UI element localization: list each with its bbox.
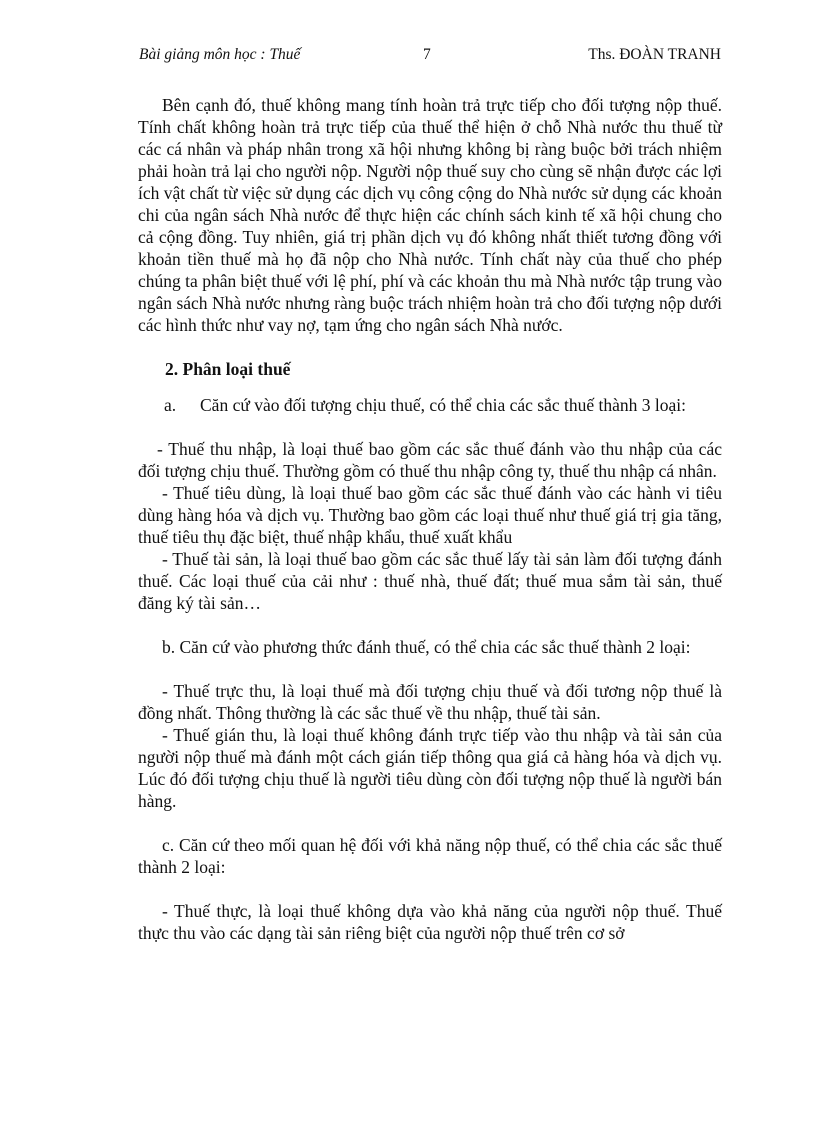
document-body — [138, 94, 722, 944]
subsection-c: c. Căn cứ theo mối quan hệ đối với khả năng nộp thuế, có thể chia các sắc thuế thành 2 loại: — [138, 835, 722, 877]
list-item: - Thuế tiêu dùng, là loại thuế bao gồm các sắc thuế đánh vào các hành vi tiêu dùng hàng hóa và dịch vụ. Thường bao gồm các loại thuế như thuế giá trị gia tăng, thuế tiêu thụ đặc biệt, thuế nhập khẩu, thuế xuất khẩu — [138, 483, 722, 547]
subsection-a — [138, 394, 722, 416]
subsection-a-text: Căn cứ vào đối tượng chịu thuế, có thể chia các sắc thuế thành 3 loại: — [200, 395, 686, 415]
subsection-a-label: a. — [164, 395, 177, 415]
list-item: - Thuế thu nhập, là loại thuế bao gồm các sắc thuế đánh vào thu nhập của các đối tượng chịu thuế. Thường gồm có thuế thu nhập công ty, thuế thu nhập cá nhân. — [138, 439, 722, 481]
intro-paragraph: Bên cạnh đó, thuế không mang tính hoàn trả trực tiếp cho đối tượng nộp thuế. Tính chất không hoàn trả trực tiếp của thuế thể hiện ở chỗ Nhà nước thu thuế từ các cá nhân và pháp nhân trong xã hội nhưng không bị ràng buộc bởi trách nhiệm phải hoàn trả lại cho người nộp. Người nộp thuế suy cho cùng sẽ nhận được các lợi ích vật chất từ việc sử dụng các dịch vụ công cộng do Nhà nước sử dụng các khoản chi của ngân sách Nhà nước để thực hiện các chính sách kinh tế xã hội chung cho cả cộng đồng. Tuy nhiên, giá trị phần dịch vụ đó không nhất thiết tương đồng với khoản tiền thuế mà họ đã nộp cho Nhà nước. Tính chất này của thuế cho phép chúng ta phân biệt thuế với lệ phí, phí và các khoản thu mà Nhà nước tập trung vào ngân sách Nhà nước nhưng ràng buộc trách nhiệm hoàn trả cho đối tượng nộp dưới các hình thức như vay nợ, tạm ứng cho ngân sách Nhà nước. — [138, 95, 722, 335]
list-item: - Thuế gián thu, là loại thuế không đánh trực tiếp vào thu nhập và tài sản của người nộp thuế mà đánh một cách gián tiếp thông qua giá cả hàng hóa và dịch vụ. Lúc đó đối tượng chịu thuế là người tiêu dùng còn đối tượng nộp thuế là người bán hàng. — [138, 725, 722, 811]
list-item: - Thuế thực, là loại thuế không dựa vào khả năng của người nộp thuế. Thuế thực thu vào các dạng tài sản riêng biệt của người nộp thuế trên cơ sở — [138, 901, 722, 943]
page-number: 7 — [423, 46, 431, 63]
page-header — [139, 46, 721, 68]
author-name: Ths. ĐOÀN TRANH — [588, 46, 721, 63]
subsection-b: b. Căn cứ vào phương thức đánh thuế, có thể chia các sắc thuế thành 2 loại: — [162, 637, 691, 657]
course-title: Bài giảng môn học : Thuế — [139, 46, 301, 63]
list-item: - Thuế trực thu, là loại thuế mà đối tượng chịu thuế và đối tương nộp thuế là đồng nhất. Thông thường là các sắc thuế về thu nhập, thuế tài sản. — [138, 681, 722, 723]
section-heading: 2. Phân loại thuế — [165, 359, 291, 379]
list-item: - Thuế tài sản, là loại thuế bao gồm các sắc thuế lấy tài sản làm đối tượng đánh thuế. Các loại thuế của cải như : thuế nhà, thuế đất; thuế mua sắm tài sản, thuế đăng ký tài sản… — [138, 549, 722, 613]
